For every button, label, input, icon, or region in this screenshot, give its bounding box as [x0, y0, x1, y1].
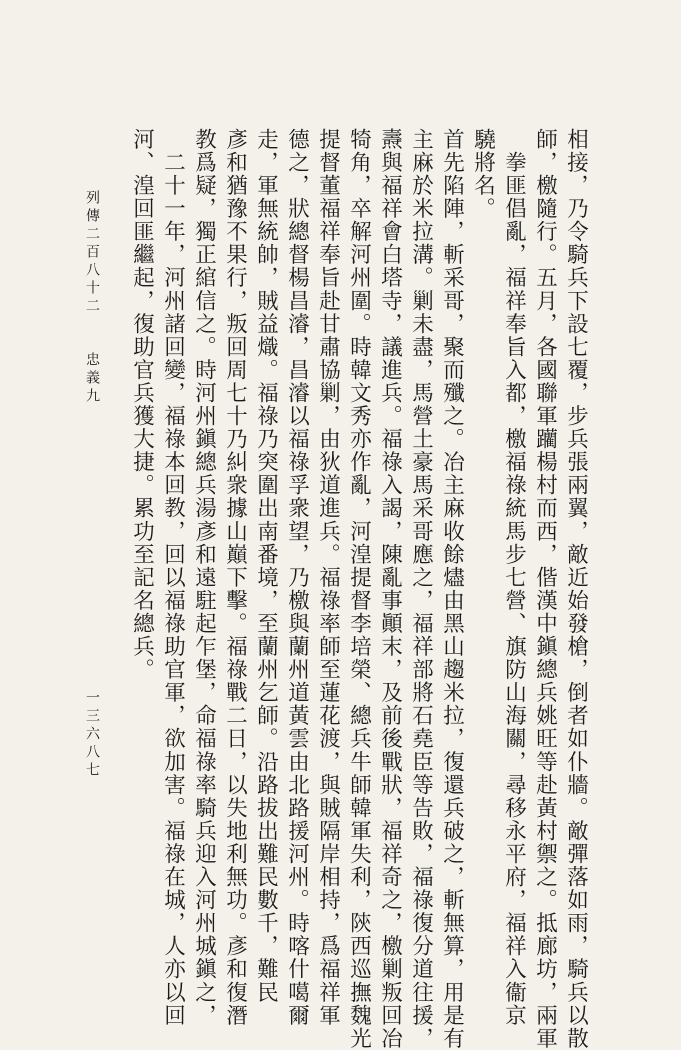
text-column: 驍將名。	[470, 128, 496, 221]
text-column: 拳匪倡亂，福祥奉旨入都，檄福祿統馬步七營、旗防山海關，尋移永平府，福祥入衞京	[501, 128, 527, 1027]
page-number: 一三六八七	[84, 690, 100, 780]
text-column: 燾與福祥會白塔寺，議進兵。福祿入謁，陳亂事顚末，及前後戰狀，福祥奇之，檄剿叛回冶	[377, 128, 403, 1050]
text-column: 河、湟回匪繼起，復助官兵獲大捷。累功至記名總兵。	[129, 128, 155, 682]
running-header: 列傳二百八十二 忠義九	[84, 190, 100, 406]
text-column: 二十一年，河州諸回變，福祿本回教，回以福祿助官軍，欲加害。福祿在城，人亦以回	[160, 128, 186, 1027]
text-column: 德之，狀總督楊昌濬，昌濬以福祿孚衆望，乃檄與蘭州道黃雲由北路援河州。時喀什噶爾	[284, 128, 310, 1027]
text-column: 犄角，卒解河州圍。時韓文秀亦作亂，河湟提督李培榮、總兵牛師韓軍失利，陝西巡撫魏光	[346, 128, 372, 1050]
text-column: 走，軍無統帥，賊益熾。福祿乃突圍出南番境，至蘭州乞師。沿路拔出難民數千，難民	[253, 128, 279, 1004]
text-column: 相接，乃令騎兵下設七覆，步兵張兩翼，敵近始發槍，倒者如仆牆。敵彈落如雨，騎兵以散	[563, 128, 589, 1050]
text-column: 首先陷陣，斬采哥，聚而殲之。冶主麻收餘燼由黑山趨米拉，復還兵破之，斬無算，用是有	[439, 128, 465, 1050]
text-column: 教爲疑，獨正綰信之。時河州鎭總兵湯彥和遠駐起乍堡，命福祿率騎兵迎入河州城鎭之，	[191, 128, 217, 1027]
text-column: 彥和猶豫不果行，叛回周七十乃糾衆據山巔下擊。福祿戰二日，以失地利無功。彥和復潛	[222, 128, 248, 1027]
text-column: 主麻於米拉溝。剿未盡，馬營土豪馬采哥應之，福祥部將石堯臣等告敗，福祿復分道往援，	[408, 128, 434, 1050]
text-column: 提督董福祥奉旨赴甘肅協剿，由狄道進兵。福祿率師至蓮花渡，與賊隔岸相持，爲福祥軍	[315, 128, 341, 1027]
text-column: 師，檄隨行。五月，各國聯軍躪楊村而西，偕漢中鎭總兵姚旺等赴黃村禦之。抵廊坊，兩軍	[532, 128, 558, 1050]
